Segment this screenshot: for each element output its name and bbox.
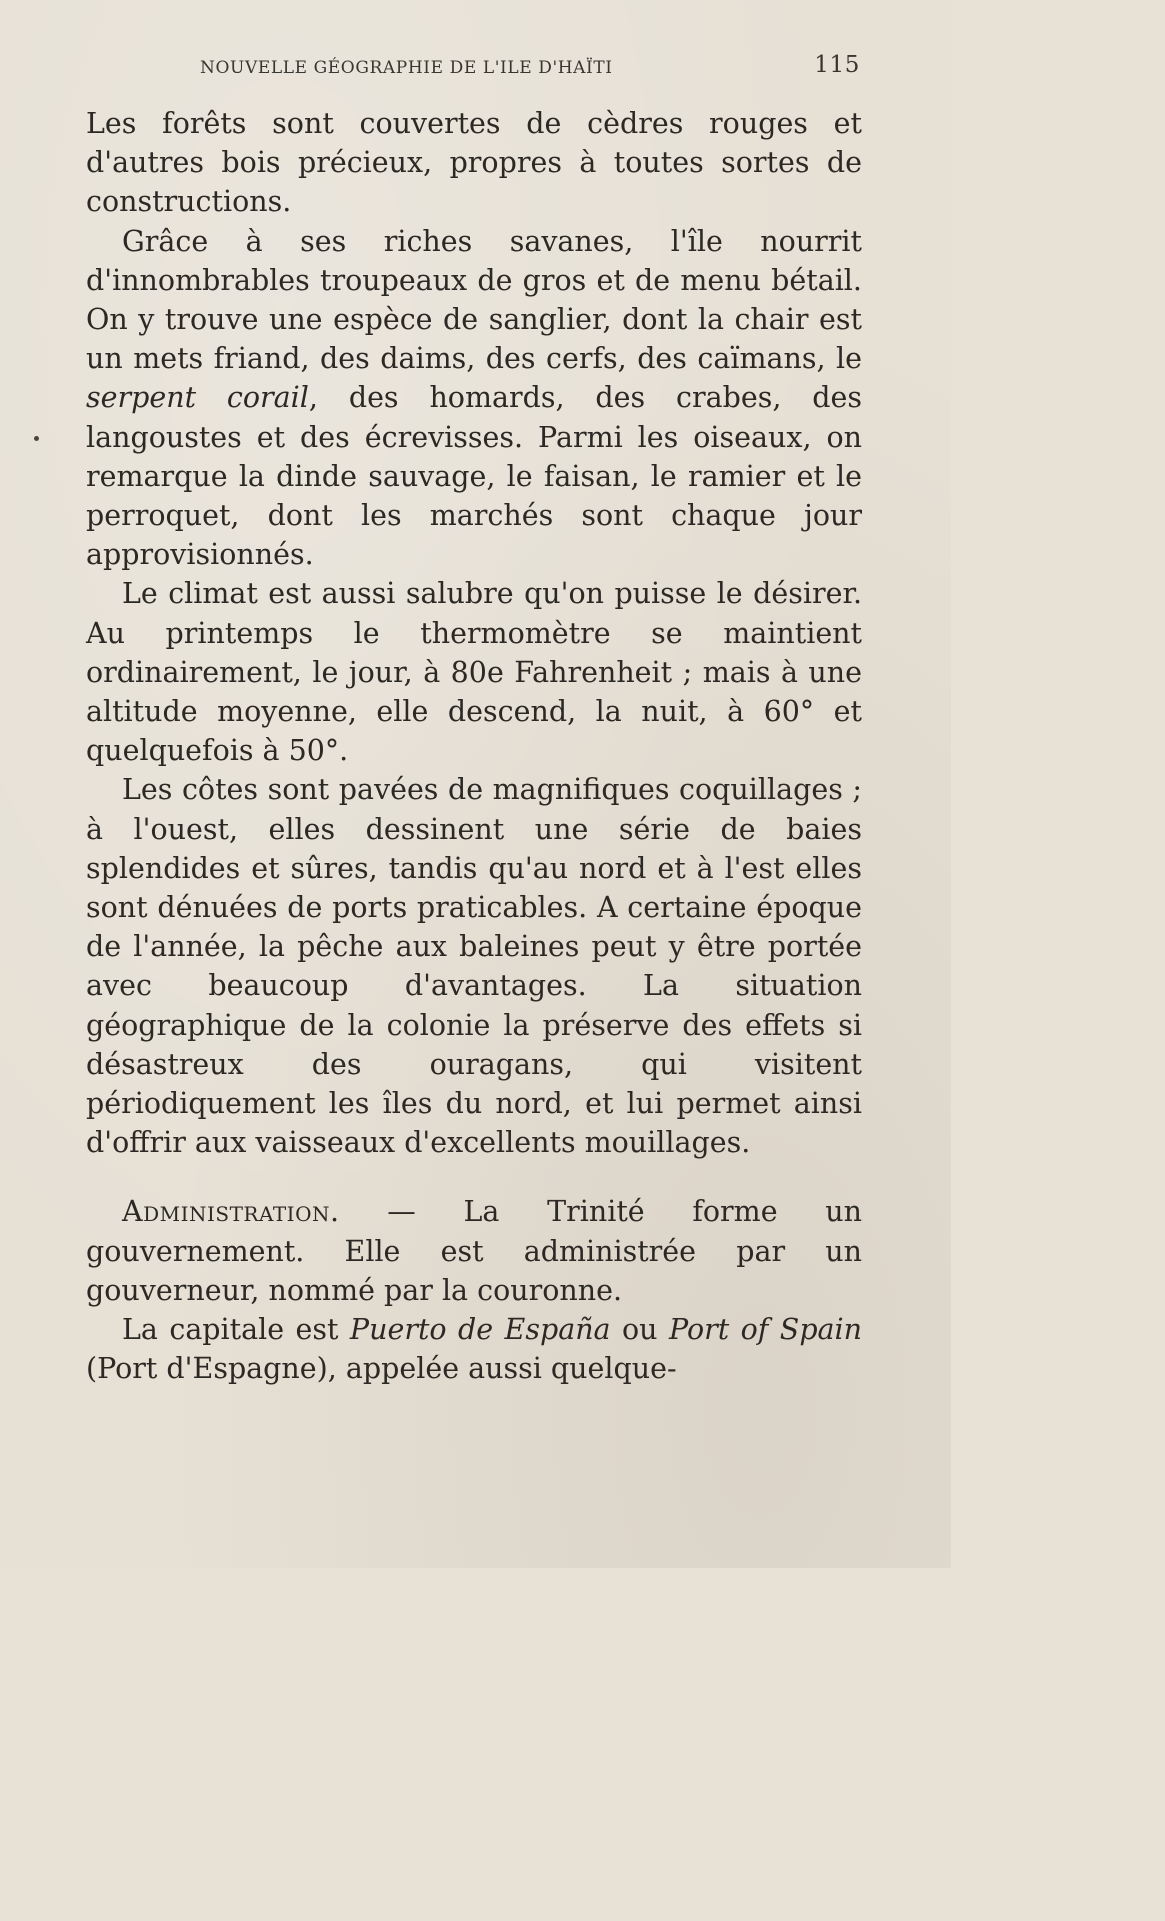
paragraph-coasts <box>86 770 862 1162</box>
paragraph-capital-text-a: La capitale est <box>122 1313 350 1347</box>
paragraph-savannas-text-a: Grâce à ses riches savanes, l'île nourrit d'innombrables troupeaux de gros et de menu bétail. On y trouve une espèce de sanglier, dont la chair est un mets friand, des daims, des cerfs, des caïmans, le <box>86 224 862 376</box>
paragraph-climate <box>86 574 862 770</box>
running-head <box>200 52 860 86</box>
paragraph-administration-text: — La Trinité forme un gouvernement. Elle est administrée par un gouverneur, nommé par la couronne. <box>86 1195 862 1307</box>
paragraph-climate-text: Le climat est aussi salubre qu'on puisse le désirer. Au printemps le thermomètre se maintient ordinairement, le jour, à 80e Fahrenheit ; mais à une altitude moyenne, elle descend, la nuit, à 60° et quelquefois à 50°. <box>86 577 862 768</box>
paragraph-forests-text: Les forêts sont couvertes de cèdres rouges et d'autres bois précieux, propres à toutes sortes de constructions. <box>86 107 862 219</box>
body-text <box>86 104 862 1389</box>
paragraph-forests <box>86 104 862 222</box>
paragraph-savannas <box>86 222 862 575</box>
italic-port-of-spain: Port of Spain <box>668 1313 863 1347</box>
paragraph-capital-text-c: (Port d'Espagne), appelée aussi quelque- <box>86 1352 677 1386</box>
paragraph-capital <box>86 1310 862 1388</box>
margin-mark <box>34 436 39 441</box>
paragraph-savannas-text-b: , des homards, des crabes, des langoustes et des écrevisses. Parmi les oiseaux, on remarque la dinde sauvage, le faisan, le ramier et le perroquet, dont les marchés sont chaque jour approvisionnés. <box>86 381 862 572</box>
italic-serpent-corail: serpent corail <box>86 381 309 415</box>
page-number: 115 <box>814 52 860 78</box>
paragraph-capital-text-b: ou <box>610 1313 669 1347</box>
paragraph-administration <box>86 1192 862 1310</box>
running-head-title: NOUVELLE GÉOGRAPHIE DE L'ILE D'HAÏTI <box>200 58 613 78</box>
section-heading-administration: Administration. <box>122 1195 340 1229</box>
paragraph-coasts-text: Les côtes sont pavées de magnifiques coquillages ; à l'ouest, elles dessinent une série de baies splendides et sûres, tandis qu'au nord et à l'est elles sont dénuées de ports praticables. A certaine époque de l'année, la pêche aux baleines peut y être portée avec beaucoup d'avantages. La situation géographique de la colonie la préserve des effets si désastreux des ouragans, qui visitent périodiquement les îles du nord, et lui permet ainsi d'offrir aux vaisseaux d'excellents mouillages. <box>86 773 862 1160</box>
italic-puerto-de-espana: Puerto de España <box>349 1313 611 1347</box>
